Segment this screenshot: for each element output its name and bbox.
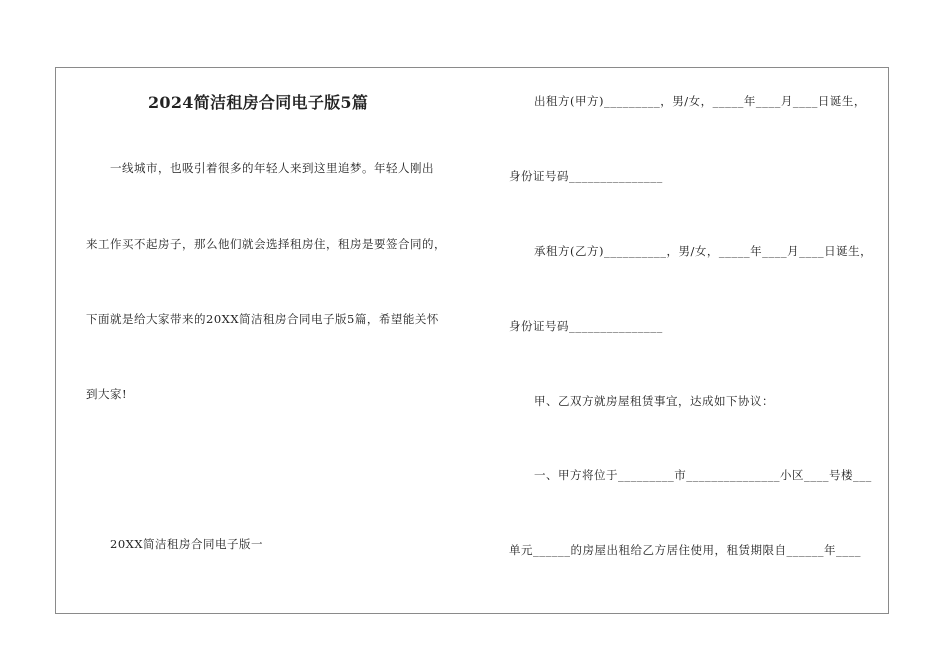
clause-one-line-2: 单元______的房屋出租给乙方居住使用，租赁期限自______年____ bbox=[509, 543, 861, 557]
lessor-id-line: 身份证号码_______________ bbox=[509, 169, 663, 183]
intro-line-2: 来工作买不起房子，那么他们就会选择租房住，租房是要签合同的， bbox=[86, 237, 446, 251]
agreement-line: 甲、乙双方就房屋租赁事宜，达成如下协议： bbox=[534, 394, 774, 408]
lessee-id-line: 身份证号码_______________ bbox=[509, 319, 663, 333]
clause-one-line-1: 一、甲方将位于_________市_______________小区____号楼___ bbox=[534, 468, 872, 482]
document-title: 2024简洁租房合同电子版5篇 bbox=[148, 93, 369, 112]
lessee-line: 承租方(乙方)__________，男/女，_____年____月____日诞生， bbox=[534, 244, 873, 258]
document-page bbox=[55, 67, 889, 614]
section-heading: 20XX简洁租房合同电子版一 bbox=[110, 537, 264, 551]
intro-line-3: 下面就是给大家带来的20XX简洁租房合同电子版5篇，希望能关怀 bbox=[86, 312, 439, 326]
intro-line-4: 到大家! bbox=[86, 387, 128, 401]
lessor-line: 出租方(甲方)_________，男/女，_____年____月____日诞生， bbox=[534, 94, 866, 108]
intro-line-1: 一线城市，也吸引着很多的年轻人来到这里追梦。年轻人刚出 bbox=[110, 161, 434, 175]
